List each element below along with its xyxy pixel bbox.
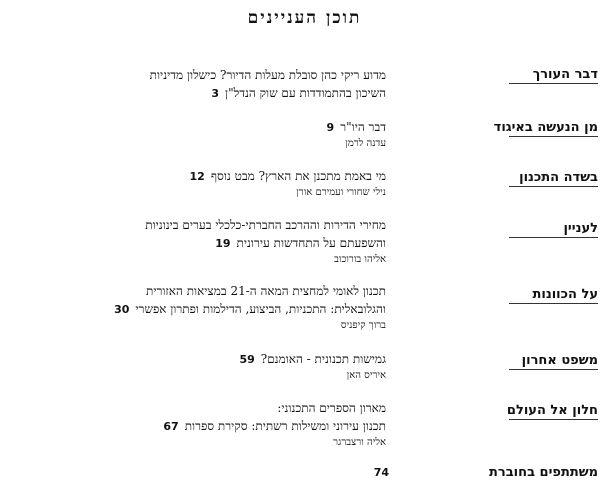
article-author: איריס האן (346, 370, 386, 381)
article-title-line (349, 463, 389, 482)
section-title: לעניין (563, 221, 598, 236)
page-number: 19 (215, 237, 231, 250)
article-title-text: והגלובאלית: התכניות, הביצוע, הדילמות ופתרון אפשרי (135, 302, 386, 316)
page-number: 67 (163, 420, 179, 433)
section-title: משפט אחרון (521, 353, 598, 368)
article-title-line: תכנון לאומי למחצית המאה ה-21 במציאות האזורית (146, 284, 386, 298)
section-title: חלון אל העולם (506, 403, 598, 418)
section-title: על הכוונות (532, 287, 598, 302)
article-author: עדנה לרמן (345, 138, 386, 149)
article-author: אליהו בורוכוב (334, 254, 386, 265)
page-number: 59 (239, 353, 255, 366)
section-title: בשדה התכנון (519, 170, 598, 185)
article-title-line (76, 118, 386, 137)
toc-entry-content (76, 167, 386, 200)
article-title-line: מחירי הדירות וההרכב החברתי-כלכלי בערים בינוניות (145, 218, 386, 232)
article-author: ברוך קיפניס (340, 320, 386, 331)
section-rule (509, 186, 598, 187)
section-title: דבר העורך (532, 67, 598, 82)
section-rule (509, 369, 598, 370)
toc-entry-content (76, 282, 386, 333)
page-number: 30 (114, 303, 130, 316)
page-title: תוכן העניינים (247, 8, 362, 28)
article-title-line (76, 84, 386, 103)
article-title-text: תכנון עירוני ומשילות רשתית: סקירת ספרות (184, 419, 386, 433)
article-author: נילי שחורי ועמירם אורן (296, 187, 386, 198)
page-number: 12 (189, 170, 205, 183)
toc-entry-content (76, 118, 386, 151)
page-number: 74 (373, 466, 389, 479)
article-title-line: מדוע ריקי כהן סובלת מעלות הדיור? כישלון מדיניות (149, 68, 386, 82)
section-title: מן הנעשה באיגוד (493, 120, 598, 135)
page-number: 9 (326, 121, 335, 134)
section-rule (509, 136, 598, 137)
article-title-line: מארון הספרים התכנוני: (277, 401, 386, 415)
toc-entry-content (76, 399, 386, 450)
toc-entry-content (76, 350, 386, 383)
page-number: 3 (211, 87, 220, 100)
article-title-text: דבר היו"ר (340, 120, 386, 134)
section-rule (509, 303, 598, 304)
section-rule (509, 419, 598, 420)
article-title-line (76, 417, 386, 436)
article-title-line (76, 350, 386, 369)
article-title-line (76, 300, 386, 319)
section-rule (509, 83, 598, 84)
article-title-text: השיכון בהתמודדות עם שוק הנדל"ן (225, 86, 386, 100)
article-title-line (76, 234, 386, 253)
toc-entry-content (76, 216, 386, 267)
toc-entry-content (76, 66, 386, 103)
section-title: משתתפים בחוברת (489, 465, 598, 480)
article-title-text: והשפעתם על התחדשות עירונית (236, 236, 386, 250)
section-rule (509, 237, 598, 238)
toc-entry-content (349, 463, 389, 482)
article-author: אליה ורצברגר (333, 437, 386, 448)
article-title-line (76, 167, 386, 186)
article-title-text: מי באמת מתכנן את הארץ? מבט נוסף (210, 169, 386, 183)
article-title-text: גמישות תכנונית - האומנם? (260, 352, 386, 366)
